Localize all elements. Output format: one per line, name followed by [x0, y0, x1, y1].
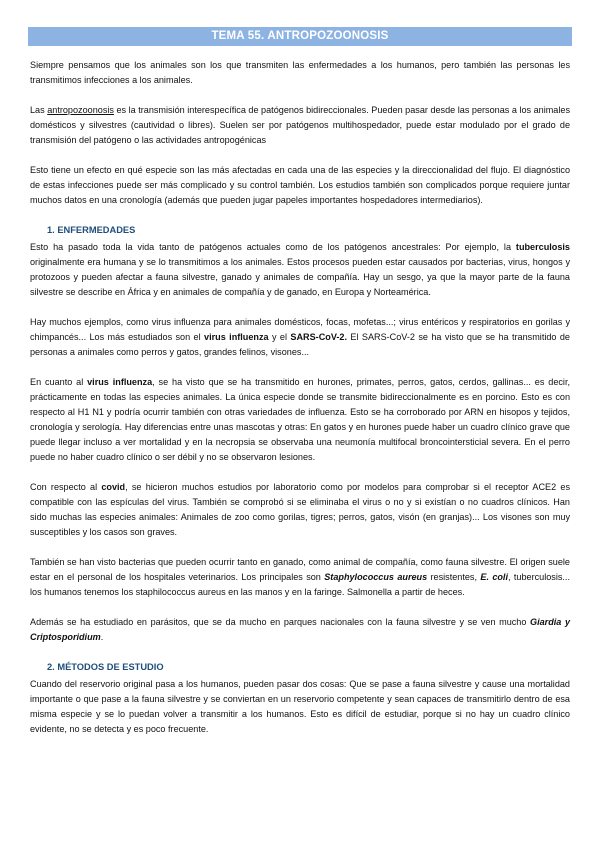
enfermedades-paragraph-5: También se han visto bacterias que pueden ocurrir tanto en ganado, como animal de compañía, como fauna silvestre. El origen suele estar en el personal de los hospitales veterinarios. Los principales son Staphylococcus aureus resistentes, E. coli, tuberculosis... los humanos tenemos los staphilococcus aureus en las manos y en la faringe. Salmonella a partir de heces. — [30, 557, 570, 597]
intro-paragraph-1: Siempre pensamos que los animales son los que transmiten las enfermedades a los humanos, pero también las personas les transmitimos infecciones a los animales. — [30, 60, 570, 85]
intro-paragraph-2: Las antropozoonosis es la transmisión interespecífica de patógenos bidireccionales. Pueden pasar desde las personas a los animales domésticos y silvestres (cautividad o libres). Suelen ser por patógenos multihospedador, puede estar modulado por el grado de transmisión del patógeno o las actividades antropogénicas — [30, 105, 570, 145]
section-heading-enfermedades: 1. ENFERMEDADES — [47, 225, 136, 235]
page-title: TEMA 55. ANTROPOZOONOSIS — [28, 27, 572, 46]
enfermedades-paragraph-4: Con respecto al covid, se hicieron muchos estudios por laboratorio como por modelos para comprobar si el receptor ACE2 es compatible con las espículas del virus. También se comprobó si se eliminaba el virus o no y si existían o no cuadros clínicos. Han sido muchas las especies animales: Animales de zoo como gorilas, tigres; perros, gatos, visón (en granjas)... Los visones son muy susceptibles y los casos son graves. — [30, 482, 571, 537]
enfermedades-paragraph-6: Además se ha estudiado en parásitos, que se da mucho en parques nacionales con la fauna silvestre y se ven mucho Giardia y Criptosporidium. — [30, 617, 570, 642]
document-body — [30, 58, 570, 737]
metodos-paragraph-1: Cuando del reservorio original pasa a los humanos, pueden pasar dos cosas: Que se pase a fauna silvestre y cause una mortalidad importante o que pase a la fauna silvestre y se conviertan en un reservorio competente y sean capaces de transmitirlo dentro de esa misma especie y se lo puedan volver a transmitir a los humanos. Esto es difícil de estudiar, porque si no hay un cuadro clínico evidente, no se detecta y es poco frecuente. — [30, 679, 570, 734]
enfermedades-paragraph-2: Hay muchos ejemplos, como virus influenza para animales domésticos, focas, mofetas...; virus entéricos y respiratorios en gorilas y chimpancés... Los más estudiados son el virus influenza y el SARS-CoV-2. El SARS-CoV-2 se ha visto que se ha transmitido de personas a animales como perros y gatos, grandes felinos, visones... — [30, 317, 570, 357]
enfermedades-paragraph-3: En cuanto al virus influenza, se ha visto que se ha transmitido en hurones, primates, perros, gatos, cerdos, gallinas... es decir, prácticamente en todas las especies animales. La única especie donde se transmite bidireccionalmente es en porcino. Esto es con respecto al H1 N1 y podría ocurrir también con otras variedades de influenza. Esto se ha corroborado por ARN en hisopos y tejidos, cronología y serología. Hay diferencias entre unas mascotas y otras: En gatos y en hurones puede haber un cuadro clínico grave que puede llegar incluso a ver mortalidad y en la necropsia se observaba una neumonía multifocal broncointersticial severa. En el perro puede no haber cuadro clínico o ser débil y no se observaron lesiones. — [30, 377, 570, 462]
enfermedades-paragraph-1: Esto ha pasado toda la vida tanto de patógenos actuales como de los patógenos ancestrales: Por ejemplo, la tuberculosis originalmente era humana y se lo transmitimos a los animales. Estos procesos pueden estar causados por bacterias, virus, hongos y protozoos y pueden afectar a fauna silvestre, ganado y animales de compañía. Hay un sesgo, ya que la mayor parte de la fauna silvestre se describe en África y en animales de compañía y de ganado, en Europa y Norteamérica. — [30, 242, 570, 297]
term-antropozoonosis: antropozoonosis — [47, 105, 114, 115]
section-heading-metodos: 2. MÉTODOS DE ESTUDIO — [47, 662, 164, 672]
intro-paragraph-3: Esto tiene un efecto en qué especie son las más afectadas en cada una de las especies y la direccionalidad del flujo. El diagnóstico de estas infecciones puede ser más complicado y su control también. Los estudios también son complicados porque requiere juntar muchos datos en una cronología (además que pueden jugar papeles importantes hospedadores intermediarios). — [30, 165, 570, 205]
